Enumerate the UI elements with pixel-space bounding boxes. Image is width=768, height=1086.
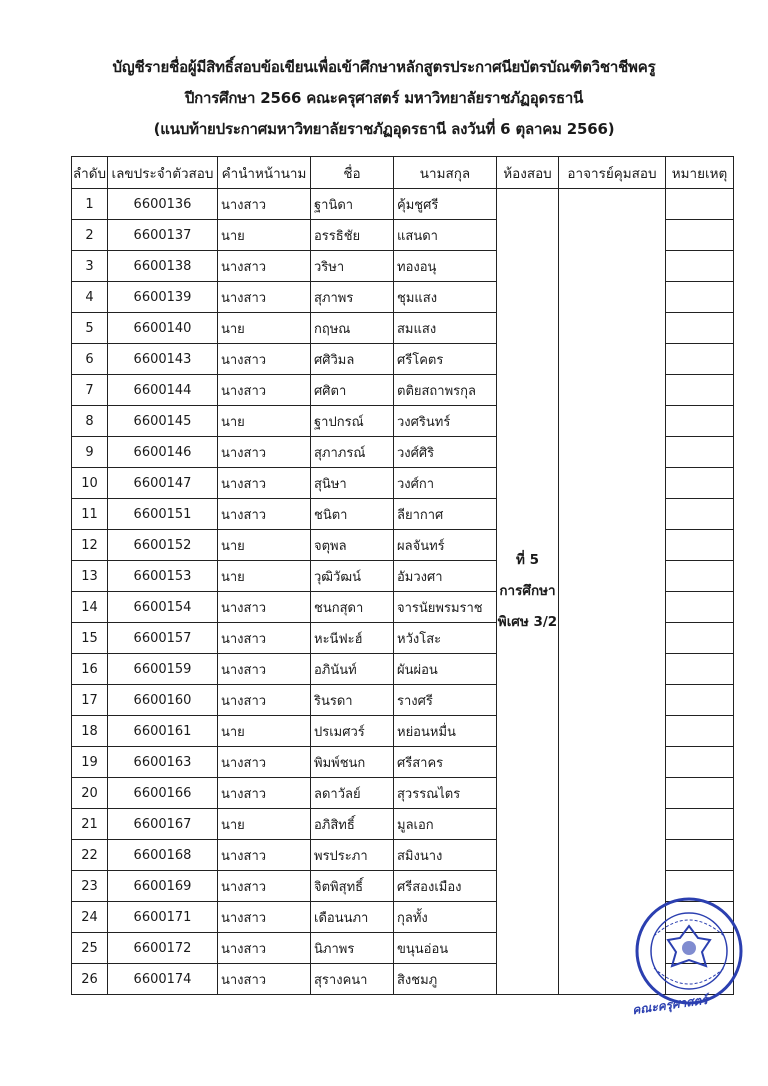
column-header-proctor: อาจารย์คุมสอบ bbox=[559, 157, 666, 189]
cell-remarks bbox=[666, 282, 734, 313]
cell-title: นางสาว bbox=[218, 592, 311, 623]
cell-remarks bbox=[666, 561, 734, 592]
cell-title: นาย bbox=[218, 220, 311, 251]
cell-exam-id: 6600145 bbox=[108, 406, 218, 437]
cell-title: นางสาว bbox=[218, 282, 311, 313]
cell-title: นางสาว bbox=[218, 623, 311, 654]
cell-last-name: ทองอนุ bbox=[394, 251, 497, 282]
cell-first-name: อรรธิชัย bbox=[311, 220, 394, 251]
cell-exam-id: 6600174 bbox=[108, 964, 218, 995]
cell-exam-id: 6600140 bbox=[108, 313, 218, 344]
cell-remarks bbox=[666, 778, 734, 809]
cell-exam-id: 6600154 bbox=[108, 592, 218, 623]
cell-number: 8 bbox=[72, 406, 108, 437]
cell-first-name: อภิสิทธิ์ bbox=[311, 809, 394, 840]
cell-first-name: ลดาวัลย์ bbox=[311, 778, 394, 809]
cell-first-name: จิตพิสุทธิ์ bbox=[311, 871, 394, 902]
cell-exam-id: 6600153 bbox=[108, 561, 218, 592]
cell-exam-id: 6600160 bbox=[108, 685, 218, 716]
cell-first-name: หะนีฟะฮ์ bbox=[311, 623, 394, 654]
column-header-title: คำนำหน้านาม bbox=[218, 157, 311, 189]
header-title-line-3: (แนบท้ายประกาศมหาวิทยาลัยราชภัฏอุดรธานี ลงวันที่ 6 ตุลาคม 2566) bbox=[153, 120, 615, 138]
cell-last-name: รางศรี bbox=[394, 685, 497, 716]
cell-title: นางสาว bbox=[218, 933, 311, 964]
cell-title: นางสาว bbox=[218, 344, 311, 375]
cell-last-name: ผันผ่อน bbox=[394, 654, 497, 685]
cell-last-name: กุลทั้ง bbox=[394, 902, 497, 933]
cell-first-name: สุรางคนา bbox=[311, 964, 394, 995]
cell-title: นางสาว bbox=[218, 840, 311, 871]
cell-exam-id: 6600146 bbox=[108, 437, 218, 468]
cell-number: 12 bbox=[72, 530, 108, 561]
cell-remarks bbox=[666, 623, 734, 654]
cell-exam-id: 6600168 bbox=[108, 840, 218, 871]
cell-number: 9 bbox=[72, 437, 108, 468]
cell-last-name: ศรีสองเมือง bbox=[394, 871, 497, 902]
cell-exam-room bbox=[497, 189, 559, 995]
cell-title: นาย bbox=[218, 716, 311, 747]
cell-last-name: ศรีสาคร bbox=[394, 747, 497, 778]
cell-first-name: วุฒิวัฒน์ bbox=[311, 561, 394, 592]
cell-remarks bbox=[666, 344, 734, 375]
cell-number: 24 bbox=[72, 902, 108, 933]
cell-exam-id: 6600169 bbox=[108, 871, 218, 902]
cell-number: 10 bbox=[72, 468, 108, 499]
document-header bbox=[0, 52, 768, 145]
cell-remarks bbox=[666, 437, 734, 468]
cell-exam-id: 6600167 bbox=[108, 809, 218, 840]
cell-title: นางสาว bbox=[218, 375, 311, 406]
table-row bbox=[72, 189, 734, 220]
cell-title: นางสาว bbox=[218, 499, 311, 530]
cell-title: นาย bbox=[218, 561, 311, 592]
cell-exam-id: 6600136 bbox=[108, 189, 218, 220]
cell-number: 23 bbox=[72, 871, 108, 902]
cell-last-name: แสนดา bbox=[394, 220, 497, 251]
cell-remarks bbox=[666, 685, 734, 716]
cell-title: นาย bbox=[218, 809, 311, 840]
cell-last-name: หย่อนหมื่น bbox=[394, 716, 497, 747]
table-header-row bbox=[72, 157, 734, 189]
cell-exam-id: 6600161 bbox=[108, 716, 218, 747]
cell-first-name: ฐานิดา bbox=[311, 189, 394, 220]
cell-first-name: ศศิวิมล bbox=[311, 344, 394, 375]
cell-number: 1 bbox=[72, 189, 108, 220]
cell-exam-id: 6600147 bbox=[108, 468, 218, 499]
column-header-exam-id: เลขประจำตัวสอบ bbox=[108, 157, 218, 189]
cell-exam-id: 6600137 bbox=[108, 220, 218, 251]
cell-title: นางสาว bbox=[218, 251, 311, 282]
cell-number: 22 bbox=[72, 840, 108, 871]
cell-remarks bbox=[666, 251, 734, 282]
cell-last-name: สิงชมภู bbox=[394, 964, 497, 995]
cell-first-name: วริษา bbox=[311, 251, 394, 282]
cell-remarks bbox=[666, 716, 734, 747]
cell-last-name: วงศ์ศิริ bbox=[394, 437, 497, 468]
cell-number: 13 bbox=[72, 561, 108, 592]
cell-remarks bbox=[666, 840, 734, 871]
cell-last-name: หวังโสะ bbox=[394, 623, 497, 654]
cell-first-name: สุภาพร bbox=[311, 282, 394, 313]
cell-last-name: วงศรินทร์ bbox=[394, 406, 497, 437]
header-title-line-2: ปีการศึกษา 2566 คณะครุศาสตร์ มหาวิทยาลัยราชภัฏอุดรธานี bbox=[184, 89, 584, 107]
cell-first-name: พรประภา bbox=[311, 840, 394, 871]
cell-exam-id: 6600138 bbox=[108, 251, 218, 282]
cell-remarks bbox=[666, 592, 734, 623]
cell-number: 6 bbox=[72, 344, 108, 375]
university-seal-stamp bbox=[634, 896, 744, 1006]
cell-remarks bbox=[666, 313, 734, 344]
cell-first-name: อภินันท์ bbox=[311, 654, 394, 685]
cell-number: 15 bbox=[72, 623, 108, 654]
cell-number: 21 bbox=[72, 809, 108, 840]
column-header-remarks: หมายเหตุ bbox=[666, 157, 734, 189]
cell-title: นางสาว bbox=[218, 778, 311, 809]
cell-title: นางสาว bbox=[218, 437, 311, 468]
cell-exam-id: 6600144 bbox=[108, 375, 218, 406]
cell-remarks bbox=[666, 375, 734, 406]
cell-proctor bbox=[559, 189, 666, 995]
column-header-exam-room: ห้องสอบ bbox=[497, 157, 559, 189]
cell-last-name: สุวรรณไตร bbox=[394, 778, 497, 809]
cell-number: 26 bbox=[72, 964, 108, 995]
cell-exam-id: 6600152 bbox=[108, 530, 218, 561]
cell-number: 7 bbox=[72, 375, 108, 406]
cell-last-name: อัมวงศา bbox=[394, 561, 497, 592]
cell-title: นาย bbox=[218, 406, 311, 437]
cell-remarks bbox=[666, 654, 734, 685]
exam-room-line: พิเศษ 3/2 bbox=[497, 614, 558, 630]
cell-remarks bbox=[666, 530, 734, 561]
column-header-number: ลำดับ bbox=[72, 157, 108, 189]
cell-exam-id: 6600163 bbox=[108, 747, 218, 778]
cell-number: 19 bbox=[72, 747, 108, 778]
cell-exam-id: 6600139 bbox=[108, 282, 218, 313]
cell-remarks bbox=[666, 468, 734, 499]
cell-number: 14 bbox=[72, 592, 108, 623]
cell-first-name: ศศิตา bbox=[311, 375, 394, 406]
cell-first-name: สุภาภรณ์ bbox=[311, 437, 394, 468]
cell-title: นางสาว bbox=[218, 468, 311, 499]
cell-exam-id: 6600166 bbox=[108, 778, 218, 809]
table-body bbox=[72, 189, 734, 995]
cell-last-name: ลียากาศ bbox=[394, 499, 497, 530]
cell-exam-id: 6600172 bbox=[108, 933, 218, 964]
cell-exam-id: 6600151 bbox=[108, 499, 218, 530]
cell-number: 25 bbox=[72, 933, 108, 964]
cell-number: 16 bbox=[72, 654, 108, 685]
cell-last-name: คุ้มชูศรี bbox=[394, 189, 497, 220]
cell-last-name: สมแสง bbox=[394, 313, 497, 344]
cell-last-name: วงศ์กา bbox=[394, 468, 497, 499]
cell-exam-id: 6600143 bbox=[108, 344, 218, 375]
exam-room-line: ที่ 5 bbox=[516, 552, 539, 568]
cell-first-name: ชนิตา bbox=[311, 499, 394, 530]
cell-remarks bbox=[666, 499, 734, 530]
cell-number: 3 bbox=[72, 251, 108, 282]
exam-room-line: การศึกษา bbox=[499, 583, 556, 599]
cell-remarks bbox=[666, 406, 734, 437]
cell-last-name: ผลจันทร์ bbox=[394, 530, 497, 561]
cell-last-name: มูลเอก bbox=[394, 809, 497, 840]
cell-first-name: ชนกสุดา bbox=[311, 592, 394, 623]
cell-exam-id: 6600157 bbox=[108, 623, 218, 654]
cell-first-name: เดือนนภา bbox=[311, 902, 394, 933]
cell-remarks bbox=[666, 189, 734, 220]
cell-title: นางสาว bbox=[218, 189, 311, 220]
column-header-first-name: ชื่อ bbox=[311, 157, 394, 189]
cell-title: นางสาว bbox=[218, 685, 311, 716]
cell-first-name: สุนิษา bbox=[311, 468, 394, 499]
cell-title: นางสาว bbox=[218, 654, 311, 685]
candidate-roster-table bbox=[71, 156, 734, 995]
cell-first-name: ฐาปกรณ์ bbox=[311, 406, 394, 437]
header-title-line-1: บัญชีรายชื่อผู้มีสิทธิ์สอบข้อเขียนเพื่อเข้าศึกษาหลักสูตรประกาศนียบัตรบัณฑิตวิชาชีพครู bbox=[112, 58, 656, 76]
cell-title: นาย bbox=[218, 530, 311, 561]
cell-number: 11 bbox=[72, 499, 108, 530]
cell-last-name: ตติยสถาพรกุล bbox=[394, 375, 497, 406]
cell-number: 18 bbox=[72, 716, 108, 747]
cell-title: นาย bbox=[218, 313, 311, 344]
cell-title: นางสาว bbox=[218, 964, 311, 995]
cell-first-name: ปรเมศวร์ bbox=[311, 716, 394, 747]
cell-title: นางสาว bbox=[218, 747, 311, 778]
cell-last-name: ชุมแสง bbox=[394, 282, 497, 313]
cell-title: นางสาว bbox=[218, 902, 311, 933]
cell-remarks bbox=[666, 809, 734, 840]
cell-first-name: กฤษณ bbox=[311, 313, 394, 344]
cell-remarks bbox=[666, 747, 734, 778]
cell-remarks bbox=[666, 220, 734, 251]
cell-title: นางสาว bbox=[218, 871, 311, 902]
cell-first-name: นิภาพร bbox=[311, 933, 394, 964]
cell-first-name: จตุพล bbox=[311, 530, 394, 561]
cell-number: 5 bbox=[72, 313, 108, 344]
cell-exam-id: 6600171 bbox=[108, 902, 218, 933]
cell-last-name: สมิงนาง bbox=[394, 840, 497, 871]
cell-number: 20 bbox=[72, 778, 108, 809]
stamp-caption: คณะครุศาสตร์ bbox=[631, 992, 709, 1018]
cell-number: 2 bbox=[72, 220, 108, 251]
column-header-last-name: นามสกุล bbox=[394, 157, 497, 189]
cell-first-name: รินรดา bbox=[311, 685, 394, 716]
cell-number: 17 bbox=[72, 685, 108, 716]
cell-exam-id: 6600159 bbox=[108, 654, 218, 685]
cell-number: 4 bbox=[72, 282, 108, 313]
cell-first-name: พิมพ์ชนก bbox=[311, 747, 394, 778]
cell-last-name: ขนุนอ่อน bbox=[394, 933, 497, 964]
cell-last-name: จารนัยพรมราช bbox=[394, 592, 497, 623]
cell-last-name: ศรีโคตร bbox=[394, 344, 497, 375]
